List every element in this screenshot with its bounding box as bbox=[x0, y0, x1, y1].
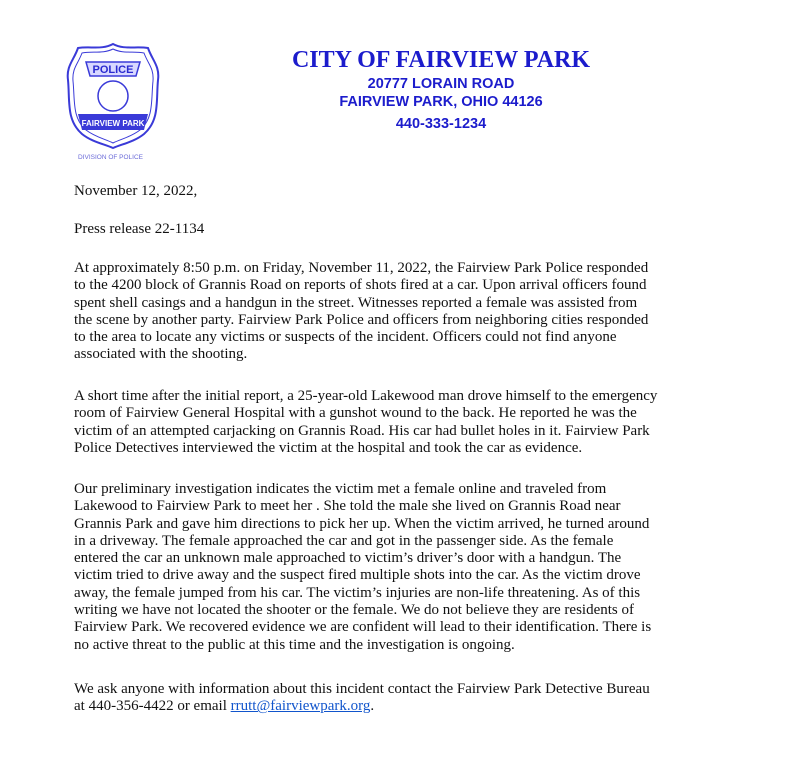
division-label: DIVISION OF POLICE bbox=[78, 154, 144, 161]
text-line: away, the female jumped from his car. The victim’s injuries are non-life threatening. As of this bbox=[74, 584, 641, 601]
text-line: At approximately 8:50 p.m. on Friday, November 11, 2022, the Fairview Park Police responded bbox=[74, 260, 649, 276]
paragraph-2 bbox=[74, 388, 657, 457]
email-link[interactable]: rrutt@fairviewpark.org bbox=[230, 698, 371, 715]
text-line: entered the car an unknown male approached to victim’s driver’s door with a handgun. The bbox=[74, 550, 622, 567]
text-line: room of Fairview General Hospital with a gunshot wound to the back. He reported he was the bbox=[74, 405, 637, 422]
text-line: We ask anyone with information about this incident contact the Fairview Park Detective Bureau bbox=[74, 681, 650, 697]
text-line: to the 4200 block of Grannis Road on reports of shots fired at a car. Upon arrival officers found bbox=[74, 277, 647, 294]
text-line: Fairview Park. We recovered evidence we are confident will lead to their identification. There is bbox=[74, 619, 652, 636]
contact-phone-text: at 440-356-4422 or email bbox=[74, 698, 231, 715]
date: November 12, 2022, bbox=[74, 183, 198, 199]
text-line: associated with the shooting. bbox=[74, 346, 248, 363]
text-line: spent shell casings and a handgun in the street. Witnesses reported a female was assisted from bbox=[74, 294, 638, 311]
text-line: Lakewood to Fairview Park to meet her . She told the male she lived on Grannis Road near bbox=[74, 498, 621, 515]
paragraph-1 bbox=[74, 260, 648, 364]
phone-number: 440-333-1234 bbox=[395, 116, 487, 132]
text-line: writing we have not located the shooter or the female. We do not believe they are residents of bbox=[74, 602, 634, 619]
text-line: Grannis Park and gave him directions to pick her up. When the victim arrived, he turned around bbox=[74, 515, 650, 532]
address-city: FAIRVIEW PARK, OHIO 44126 bbox=[339, 94, 543, 110]
closing-paragraph bbox=[74, 681, 650, 716]
period: . bbox=[370, 698, 375, 715]
paragraph-3 bbox=[74, 481, 651, 654]
press-release-number: Press release 22-1134 bbox=[74, 221, 205, 237]
text-line: to the area to locate any victims or suspects of the incident. Officers could not find anyone bbox=[74, 329, 617, 346]
police-badge-logo bbox=[64, 40, 162, 150]
text-line: victim tried to drive away and the suspect fired multiple shots into the car. As the victim drove bbox=[74, 567, 641, 584]
text-line: the scene by another party. Fairview Park Police and officers from neighboring cities responded bbox=[74, 311, 649, 328]
city-title: CITY OF FAIRVIEW PARK bbox=[291, 47, 591, 73]
text-line: A short time after the initial report, a 25-year-old Lakewood man drove himself to the emergency bbox=[74, 388, 658, 404]
text-line: Police Detectives interviewed the victim at the hospital and took the car as evidence. bbox=[74, 439, 583, 456]
svg-text:POLICE: POLICE bbox=[92, 64, 134, 76]
text-line: Our preliminary investigation indicates the victim met a female online and traveled from bbox=[74, 481, 607, 497]
text-line bbox=[74, 698, 650, 715]
text-line: victim of an attempted carjacking on Grannis Road. His car had bullet holes in it. Fairview Park bbox=[74, 422, 650, 439]
text-line: no active threat to the public at this time and the investigation is ongoing. bbox=[74, 636, 515, 653]
svg-text:FAIRVIEW PARK: FAIRVIEW PARK bbox=[81, 119, 145, 128]
address-street: 20777 LORAIN ROAD bbox=[367, 76, 515, 92]
text-line: in a driveway. The female approached the car and got in the passenger side. As the female bbox=[74, 532, 614, 549]
